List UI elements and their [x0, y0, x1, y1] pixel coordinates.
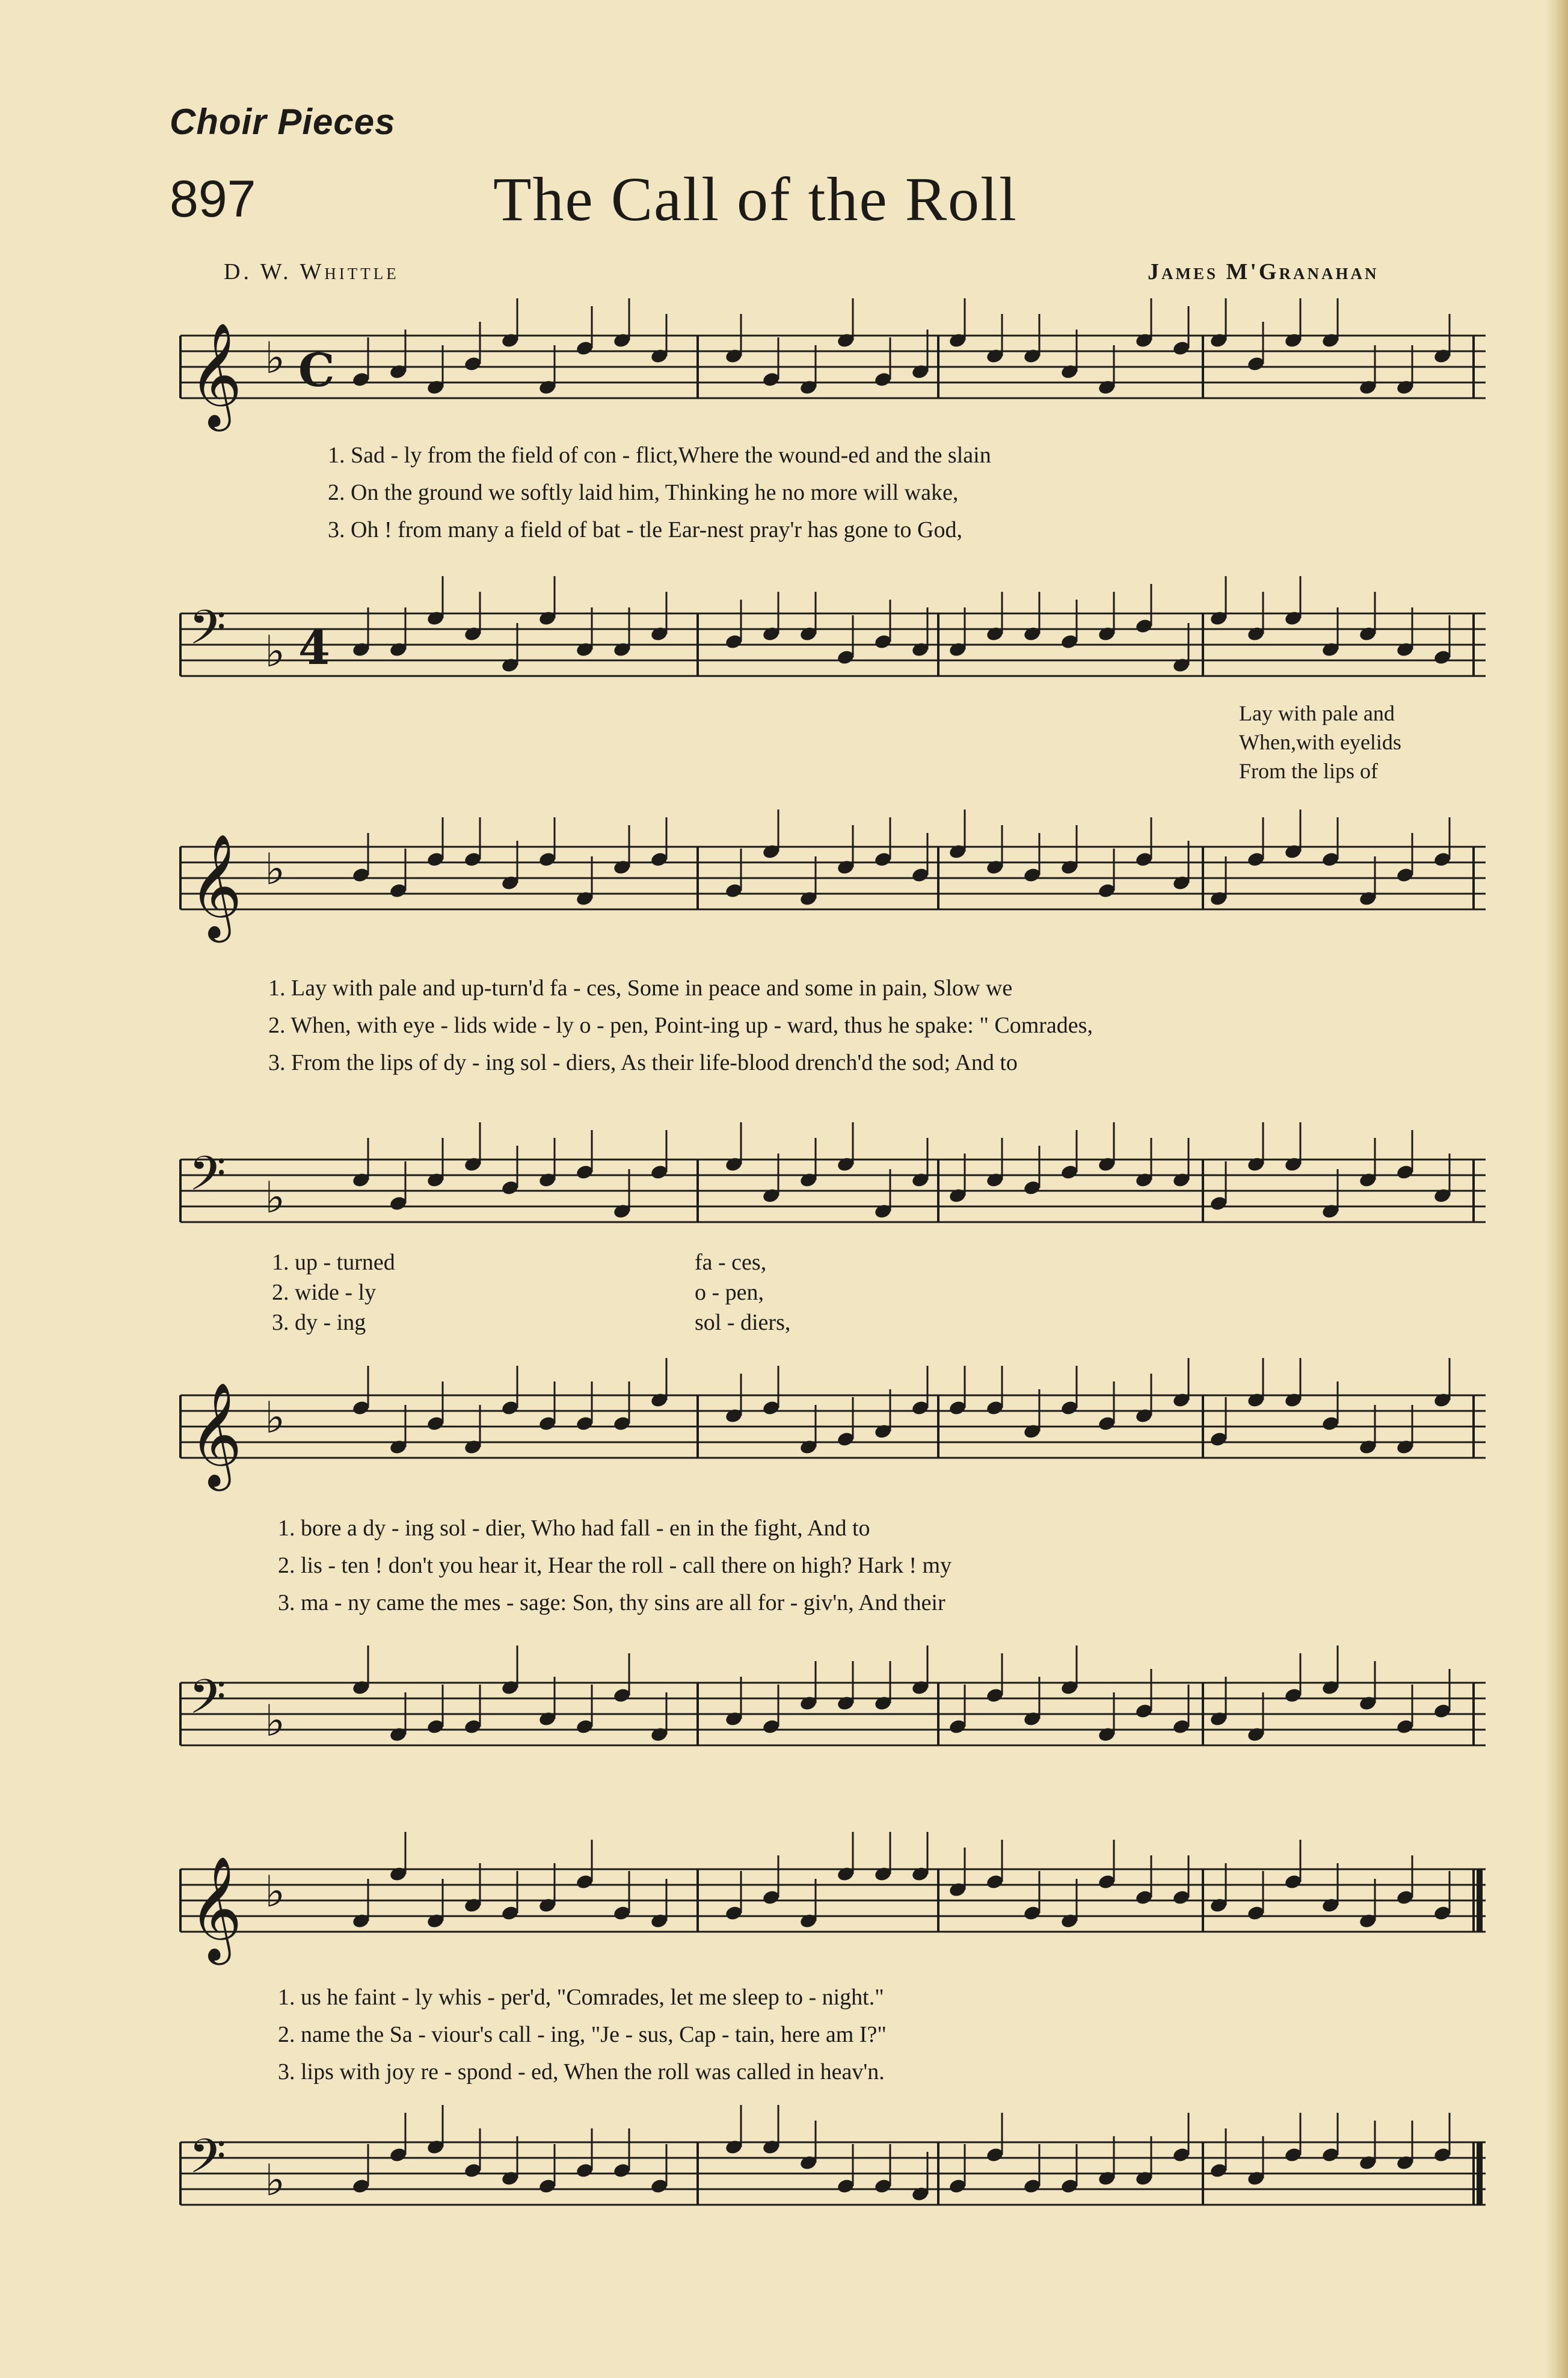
lyric-line: 2. lis - ten ! don't you hear it, Hear the roll - call there on high? Hark ! my: [278, 1553, 952, 1578]
side-lyrics: [1239, 699, 1401, 785]
bass-clef-icon: 𝄢: [189, 2128, 226, 2196]
bass-clef-icon: 𝄢: [189, 1146, 226, 1213]
lyric-line: 3. lips with joy re - spond - ed, When the roll was called in heav'n.: [278, 2059, 885, 2085]
lyric-line: 1. Sad - ly from the field of con - flict,Where the wound-ed and the slain: [328, 443, 991, 468]
bass-clef-icon: 𝄢: [189, 600, 226, 667]
flat-key-icon: ♭: [265, 1866, 285, 1917]
treble-staff: [180, 1851, 1486, 1959]
bass-staff: [180, 595, 1486, 704]
treble-clef-icon: 𝄞: [189, 834, 242, 938]
bass-lyric-line: o - pen,: [695, 1280, 764, 1305]
lyric-line: 2. On the ground we softly laid him, Thinking he no more will wake,: [328, 480, 959, 505]
side-lyric-line: When,with eyelids: [1239, 730, 1401, 754]
lyric-line: 1. bore a dy - ing sol - dier, Who had fall - en in the fight, And to: [278, 1516, 870, 1541]
bass-lyric-line: 2. wide - ly: [272, 1280, 377, 1305]
bass-lyric-line: 1. up - turned: [272, 1250, 395, 1275]
lyric-line: 3. ma - ny came the mes - sage: Son, thy sins are all for - giv'n, And their: [278, 1590, 945, 1615]
lyric-line: 1. Lay with pale and up-turn'd fa - ces, Some in peace and some in pain, Slow we: [268, 975, 1013, 1001]
flat-key-icon: ♭: [265, 626, 285, 677]
flat-key-icon: ♭: [265, 2155, 285, 2205]
side-lyric-line: From the lips of: [1239, 759, 1378, 783]
lyric-line: 2. When, with eye - lids wide - ly o - pen, Point-ing up - ward, thus he spake: " Comrades,: [268, 1013, 1093, 1038]
bass-staff: [180, 1665, 1486, 1773]
bass-staff: [180, 2124, 1486, 2232]
author-credit: D. W. Whittle: [224, 259, 399, 284]
treble-staff: [180, 1377, 1486, 1485]
lyrics-system-2: [268, 969, 1093, 1081]
composer-credit: James M'Granahan: [1148, 259, 1379, 284]
bass-lyric-line: fa - ces,: [695, 1250, 767, 1275]
lyrics-system-3: [278, 1510, 952, 1621]
flat-key-icon: ♭: [265, 1392, 285, 1443]
bass-lyric-line: sol - diers,: [695, 1310, 791, 1335]
section-heading: Choir Pieces: [170, 102, 396, 142]
lyric-line: 3. From the lips of dy - ing sol - diers, As their life-blood drench'd the sod; And to: [268, 1050, 1018, 1075]
page-edge: [1545, 0, 1568, 2378]
lyric-line: 3. Oh ! from many a field of bat - tle Ear-nest pray'r has gone to God,: [328, 517, 962, 542]
bass-staff: [180, 1141, 1486, 1250]
lyric-line: 1. us he faint - ly whis - per'd, "Comrades, let me sleep to - night.": [278, 1985, 884, 2010]
time-signature-icon: C: [298, 343, 335, 397]
treble-staff: [180, 829, 1486, 937]
lyric-line: 2. name the Sa - viour's call - ing, "Je - sus, Cap - tain, here am I?": [278, 2022, 887, 2047]
bass-lyric-line: 3. dy - ing: [272, 1310, 366, 1335]
bass-lyrics-left: [272, 1247, 395, 1338]
flat-key-icon: ♭: [265, 1172, 285, 1223]
hymn-number: 897: [170, 170, 256, 228]
lyrics-system-4: [278, 1979, 887, 2091]
time-signature-icon: 4: [298, 621, 330, 675]
treble-staff: [180, 318, 1486, 426]
hymn-title: The Call of the Roll: [493, 165, 1018, 234]
side-lyric-line: Lay with pale and: [1239, 701, 1395, 725]
treble-clef-icon: 𝄞: [189, 1856, 242, 1961]
flat-key-icon: ♭: [265, 1695, 285, 1746]
lyrics-system-1: [328, 437, 991, 548]
flat-key-icon: ♭: [265, 844, 285, 894]
bass-clef-icon: 𝄢: [189, 1669, 226, 1736]
treble-clef-icon: 𝄞: [189, 1382, 242, 1487]
bass-lyrics-right: [695, 1247, 790, 1338]
treble-clef-icon: 𝄞: [189, 322, 242, 427]
flat-key-icon: ♭: [265, 333, 285, 383]
